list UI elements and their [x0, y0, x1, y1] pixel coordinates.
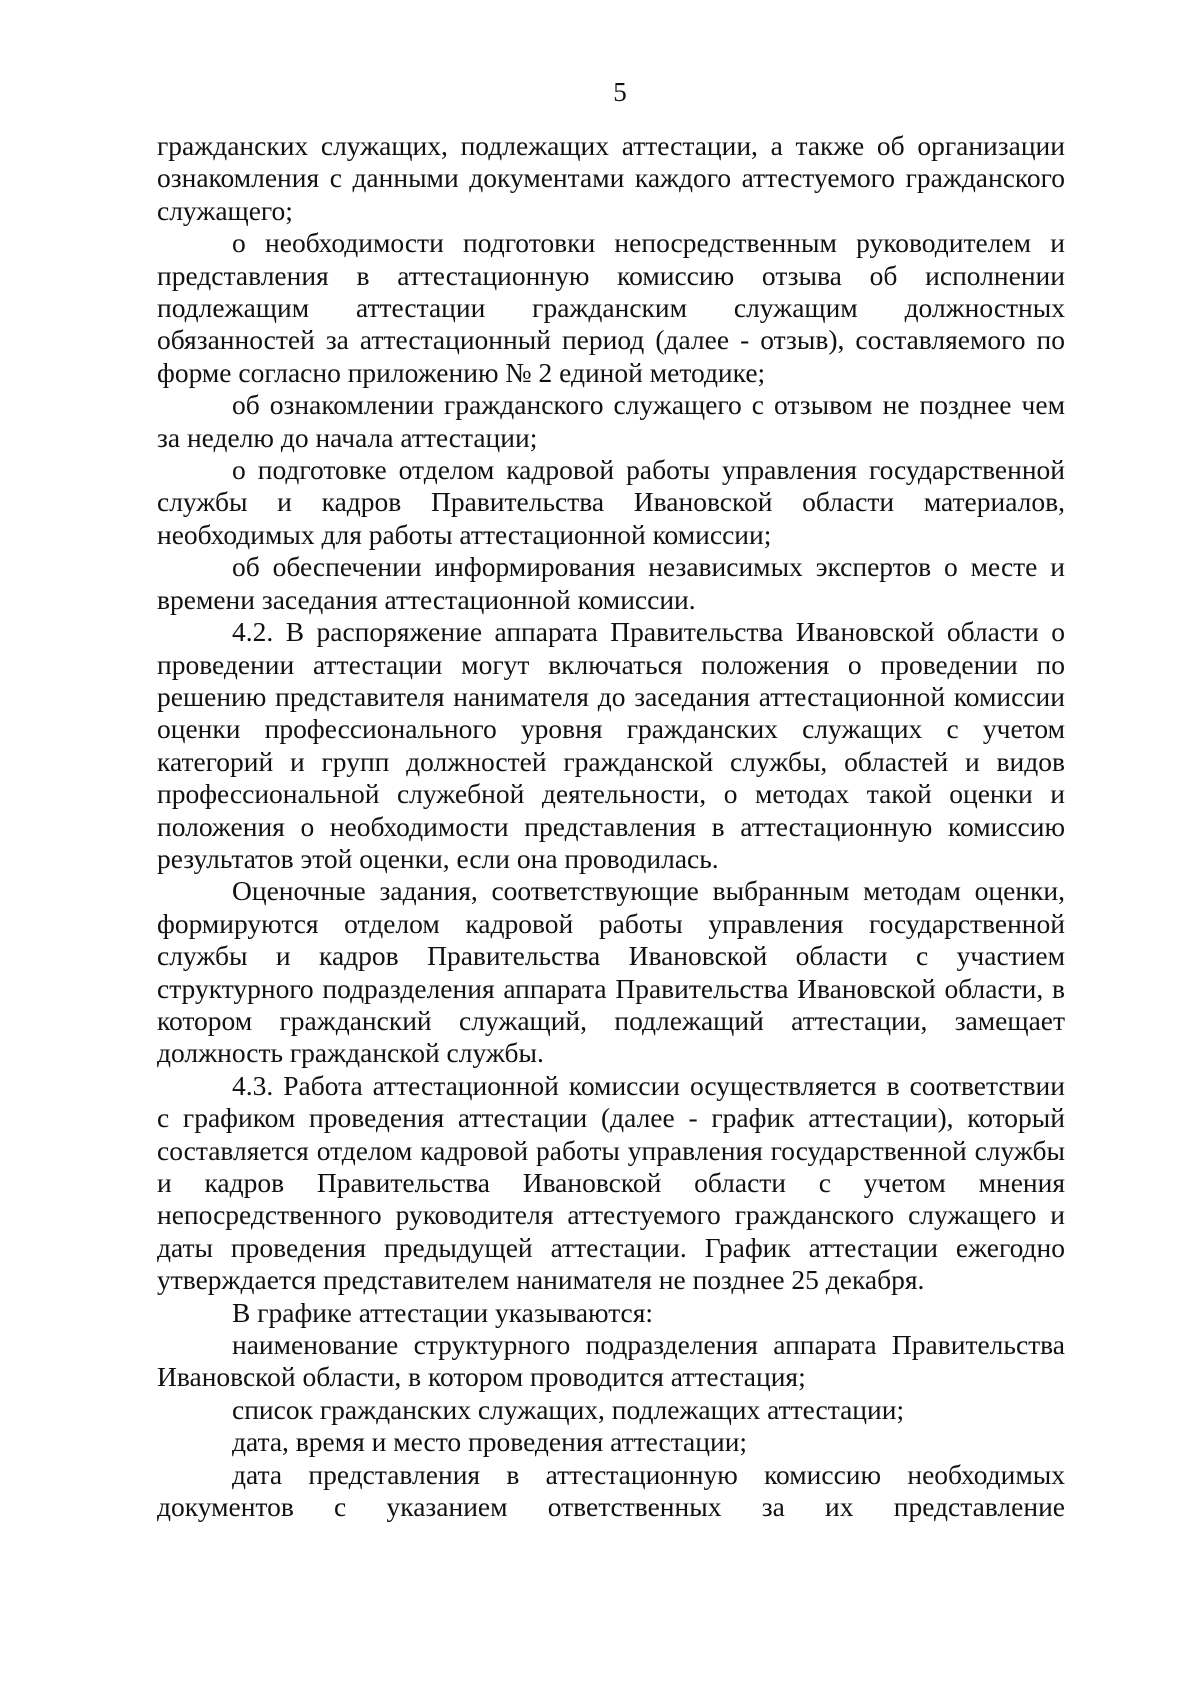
paragraph-4: о подготовке отделом кадровой работы управления государственной службы и кадров Правительства Ивановской области материалов, необходимых для работы аттестационной комиссии;	[157, 454, 1065, 550]
paragraph-13: дата представления в аттестационную комиссию необходимых документов с указанием ответственных за их представление	[157, 1458, 1065, 1523]
paragraph-11: список гражданских служащих, подлежащих аттестации;	[232, 1393, 905, 1425]
paragraph-6-section-4-2: 4.2. В распоряжение аппарата Правительства Ивановской области о проведении аттестации могут включаться положения о проведении по решению представителя нанимателя до заседания аттестационной комиссии оценки профессионального уровня гражданских служащих с учетом категорий и групп должностей гражданской службы, областей и видов профессиональной служебной деятельности, о методах такой оценки и положения о необходимости представления в аттестационную комиссию результатов этой оценки, если она проводилась.	[157, 616, 1065, 874]
document-body	[157, 130, 1065, 1523]
paragraph-9: В графике аттестации указываются:	[232, 1296, 654, 1328]
page-number: 5	[613, 77, 627, 107]
paragraph-7: Оценочные задания, соответствующие выбранным методам оценки, формируются отделом кадровой работы управления государственной службы и кадров Правительства Ивановской области с участием структурного подразделения аппарата Правительства Ивановской области, в котором гражданский служащий, подлежащий аттестации, замещает должность гражданской службы.	[157, 875, 1065, 1069]
paragraph-3: об ознакомлении гражданского служащего с отзывом не позднее чем за неделю до начала аттестации;	[157, 389, 1065, 453]
paragraph-12: дата, время и место проведения аттестации;	[232, 1426, 748, 1458]
paragraph-2: о необходимости подготовки непосредственным руководителем и представления в аттестационную комиссию отзыва об исполнении подлежащим аттестации гражданским служащим должностных обязанностей за аттестационный период (далее - отзыв), составляемого по форме согласно приложению № 2 единой методике;	[157, 227, 1065, 388]
paragraph-10: наименование структурного подразделения аппарата Правительства Ивановской области, в котором проводится аттестация;	[157, 1329, 1065, 1393]
paragraph-5: об обеспечении информирования независимых экспертов о месте и времени заседания аттестационной комиссии.	[157, 551, 1065, 615]
paragraph-1: гражданских служащих, подлежащих аттестации, а также об организации ознакомления с данными документами каждого аттестуемого гражданского служащего;	[157, 130, 1065, 226]
paragraph-8-section-4-3: 4.3. Работа аттестационной комиссии осуществляется в соответствии с графиком проведения аттестации (далее - график аттестации), который составляется отделом кадровой работы управления государственной службы и кадров Правительства Ивановской области с учетом мнения непосредственного руководителя аттестуемого гражданского служащего и даты проведения предыдущей аттестации. График аттестации ежегодно утверждается представителем нанимателя не позднее 25 декабря.	[157, 1069, 1065, 1296]
